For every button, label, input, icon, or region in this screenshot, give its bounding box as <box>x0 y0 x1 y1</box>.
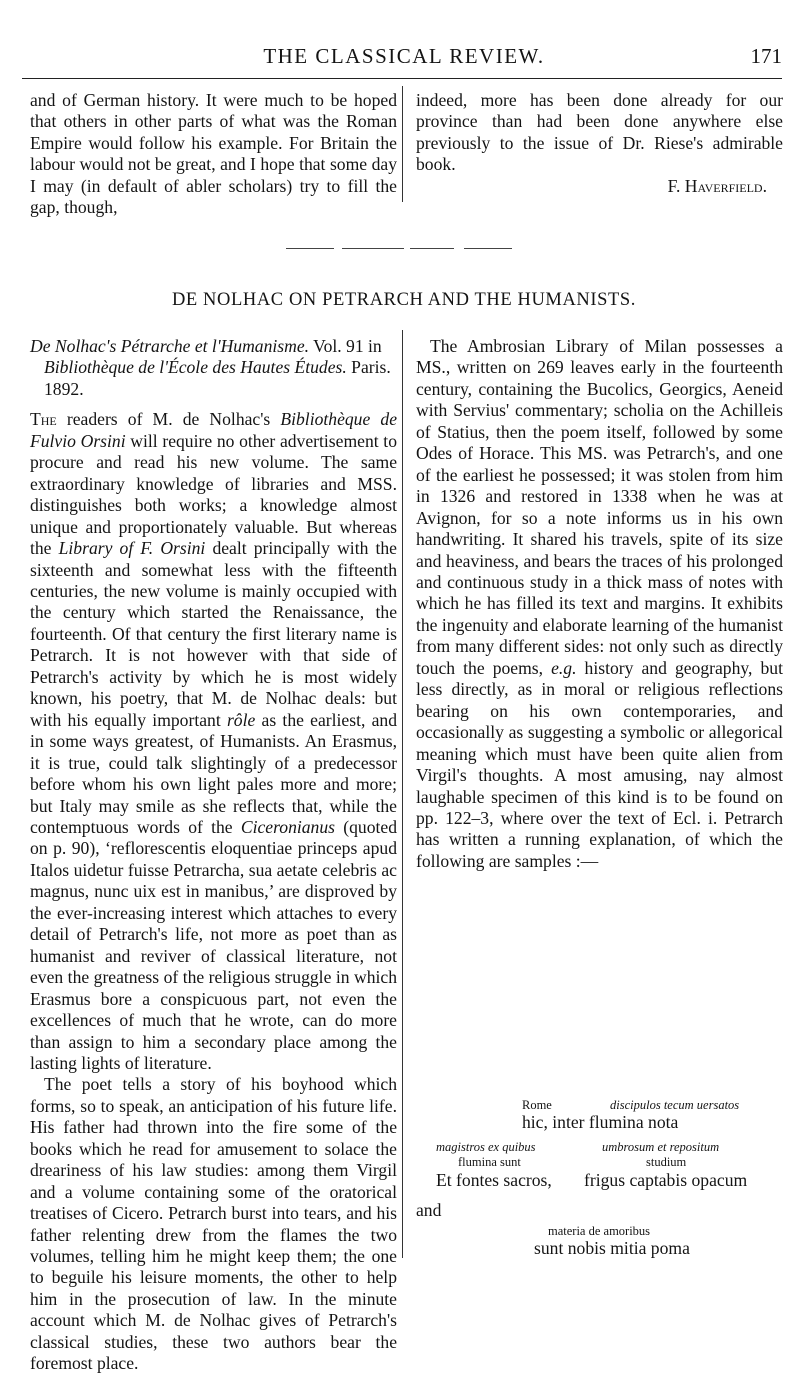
article-right-column <box>416 336 783 872</box>
previous-article-right-column <box>416 90 783 197</box>
connector-and: and <box>416 1200 442 1220</box>
column-rule-top <box>402 86 403 202</box>
verse-line-2a: Et fontes sacros, <box>436 1170 552 1190</box>
bibliographic-citation <box>30 336 397 400</box>
paragraph-2: The poet tells a story of his boyhood which forms, so to speak, an anticipation of his future life. His father had thrown into the fire some of the books which he read for amusement to solace the dreariness of his law studies: among them Virgil and a volume containing some of the oratorical treatises of Cicero. Petrarch burst into tears, and his father relenting drew from the flames the two volumes, telling him he might keep them; the one to beguile his leisure moments, the other to help him in the prosecution of law. In the minute account which M. de Nolhac gives of Petrarch's classical studies, these two authors bear the foremost place. <box>30 1074 397 1374</box>
verse-line-3: sunt nobis mitia poma <box>534 1238 690 1258</box>
gloss-discipulos: discipulos tecum uersatos <box>610 1098 740 1112</box>
paragraph-1: The readers of M. de Nolhac's Bibliothèque de Fulvio Orsini will require no other advertisement to procure and read his new volume. The same extraordinary knowledge of libraries and MSS. distinguishes both works; a knowledge almost unique and proportionately valuable. But whereas the Library of F. Orsini dealt principally with the sixteenth and somewhat less with the fifteenth centuries, the new volume is mainly occupied with the century which started the Renaissance, the fourteenth. Of that century the first literary name is Petrarch. It is not however with that side of Petrarch's activity by which he is most widely known, his poetry, that M. de Nolhac deals: but with his equally important rôle as the earliest, and in some ways greatest, of Humanists. An Erasmus, it is true, could talk slightingly of a predecessor before whom his own light pales more and more; but Italy may smile as she reflects that, while the contemptuous words of the Ciceronianus (quoted on p. 90), ‘reflorescentis eloquentiae princeps apud Italos uidetur fuisse Petrarcha, sua aetate celebris ac magnus, nunc uix est in manibus,’ are disproved by the ever-increasing interest which attaches to every detail of Petrarch's life, not more as poet than as humanist and reviver of classical literature, not even the greatness of the religious struggle in which Erasmus bore a conspicuous part, not even the excellences of much that he wrote, can do more than assign to him a secondary place among the lasting lights of literature. <box>30 409 397 1073</box>
verse-line-1: hic, inter flumina nota <box>522 1112 679 1132</box>
verse-line-2b: frigus captabis opacum <box>584 1170 748 1190</box>
previous-article-text-left: and of German history. It were much to be hoped that others in other parts of what was the Roman Empire would follow his example. For Britain the labour would not be great, and I hope that some day I may (in default of abler scholars) try to fill the gap, though, <box>30 90 397 218</box>
lead-word: The <box>30 409 57 430</box>
running-head <box>26 44 782 74</box>
author-signature: F. Haverfield. <box>667 175 767 196</box>
previous-article-left-column <box>30 90 397 219</box>
gloss-rome: Rome <box>522 1098 552 1112</box>
article-left-column <box>30 336 397 1375</box>
header-rule <box>22 78 782 79</box>
gloss-flumina-sunt: flumina sunt <box>458 1155 521 1169</box>
citation-series: Bibliothèque de l'École des Hautes Études. <box>44 357 347 378</box>
column-rule-bottom <box>402 330 403 1258</box>
running-title: THE CLASSICAL REVIEW. <box>263 44 545 68</box>
citation-title: De Nolhac's Pétrarche et l'Humanisme. <box>30 336 310 356</box>
citation-place-date: Paris. 1892. <box>44 357 391 399</box>
citation-volume: Vol. 91 in <box>309 336 382 356</box>
paragraph-3: The Ambrosian Library of Milan possesses a MS., written on 269 leaves early in the fourteenth century, containing the Bucolics, Georgics, Aeneid with Servius' commentary; scholia on the Achilleis of Statius, then the poem itself, followed by some Odes of Horace. This MS. was Petrarch's, and one of the earliest he possessed; it was stolen from him in 1326 and restored in 1338 when he was at Avignon, for so a note informs us in his own handwriting. It shared his travels, spite of its size and heaviness, and bears the traces of his prolonged and continuous study in a thick mass of notes with which he has filled its text and margins. It exhibits the ingenuity and elaborate learning of the humanist from many different sides: not only such as directly touch the poems, e.g. history and geography, but less directly, as in moral or religious reflections bearing on his own contemporaries, and occasionally as suggesting a symbolic or allegorical meaning which must have been quite alien from Virgil's thoughts. A most amusing, nay almost laughable specimen of this kind is to be found on pp. 122–3, where over the text of Ecl. i. Petrarch has written a running explanation, of which the following are samples :— <box>416 336 783 871</box>
previous-article-text-right: indeed, more has been done already for our province than had been done anywhere else previously to the issue of Dr. Riese's admirable book. <box>416 90 783 175</box>
gloss-studium: studium <box>646 1155 687 1169</box>
gloss-magistros: magistros ex quibus <box>436 1140 536 1154</box>
gloss-umbrosum: umbrosum et repositum <box>602 1140 720 1154</box>
section-divider <box>286 248 512 252</box>
page-number: 171 <box>750 44 782 68</box>
gloss-materia: materia de amoribus <box>548 1224 651 1238</box>
article-title: DE NOLHAC ON PETRARCH AND THE HUMANISTS. <box>171 290 637 310</box>
